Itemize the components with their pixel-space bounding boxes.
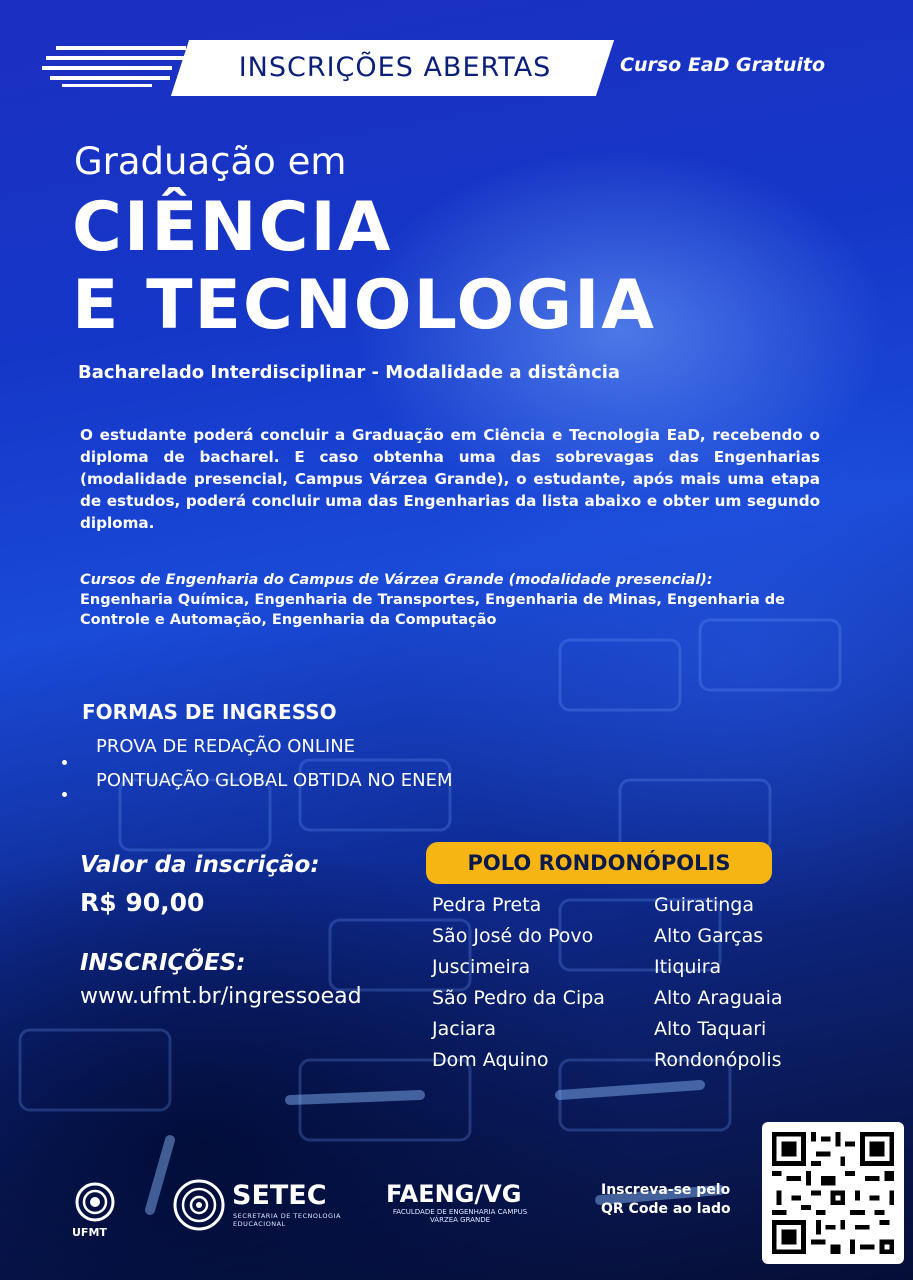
city-item: Guiratinga	[654, 894, 754, 916]
ufmt-emblem-icon	[68, 1180, 122, 1224]
city-item: Rondonópolis	[654, 1049, 782, 1071]
title-prefix: Graduação em	[74, 140, 347, 183]
city-item: Alto Taquari	[654, 1018, 767, 1040]
inscricoes-label: INSCRIÇÕES:	[80, 950, 246, 976]
qr-caption-line2: QR Code ao lado	[601, 1201, 731, 1217]
city-item: São Pedro da Cipa	[432, 987, 605, 1009]
title-main-line2: E TECNOLOGIA	[72, 266, 657, 345]
polo-badge: POLO RONDONÓPOLIS	[426, 842, 772, 884]
city-item: Alto Garças	[654, 925, 764, 947]
valor-amount: R$ 90,00	[80, 888, 205, 917]
qr-caption-line1: Inscreva-se pelo	[601, 1182, 731, 1198]
faeng-subtitle: FACULDADE DE ENGENHARIA CAMPUS VÁRZEA GRANDE	[392, 1208, 528, 1224]
inscricoes-url[interactable]: www.ufmt.br/ingressoead	[80, 984, 362, 1009]
speed-stripes-icon	[42, 44, 192, 88]
course-tag: Curso EaD Gratuito	[620, 54, 826, 76]
qr-code[interactable]	[762, 1122, 904, 1264]
bullet-icon	[62, 760, 67, 765]
setec-subtitle: SECRETARIA DE TECNOLOGIA EDUCACIONAL	[233, 1212, 341, 1228]
ingresso-heading: FORMAS DE INGRESSO	[82, 700, 337, 724]
qr-caption	[601, 1181, 731, 1219]
setec-emblem-icon	[172, 1178, 226, 1232]
city-item: Alto Araguaia	[654, 987, 783, 1009]
city-item: Dom Aquino	[432, 1049, 549, 1071]
faeng-logo-text: FAENG/VG	[386, 1180, 522, 1208]
courses-list: Engenharia Química, Engenharia de Transportes, Engenharia de Minas, Engenharia de Controle e Automação, Engenharia da Computação	[80, 592, 785, 628]
description: O estudante poderá concluir a Graduação em Ciência e Tecnologia EaD, recebendo o diploma de bacharel. E caso obtenha uma das sobrevagas das Engenharias (modalidade presencial, Campus Várzea Grande), o estudante, após mais uma etapa de estudos, poderá concluir uma das Engenharias da lista abaixo e obter um segundo diploma.	[80, 426, 820, 532]
ingresso-item: PROVA DE REDAÇÃO ONLINE	[96, 736, 356, 757]
ingresso-item: PONTUAÇÃO GLOBAL OBTIDA NO ENEM	[96, 770, 453, 791]
city-item: Itiquira	[654, 956, 722, 978]
banner-title: INSCRIÇÕES ABERTAS	[238, 52, 552, 83]
city-item: Pedra Preta	[432, 894, 542, 916]
subtitle: Bacharelado Interdisciplinar - Modalidade a distância	[78, 362, 621, 383]
qr-code-icon	[762, 1122, 904, 1264]
setec-logo-text: SETEC	[232, 1180, 327, 1211]
ufmt-label: UFMT	[72, 1226, 107, 1239]
city-item: Jaciara	[432, 1018, 497, 1040]
city-item: São José do Povo	[432, 925, 594, 947]
title-main-line1: CIÊNCIA	[72, 188, 393, 267]
courses-heading: Cursos de Engenharia do Campus de Várzea Grande (modalidade presencial):	[80, 572, 713, 588]
bullet-icon	[62, 792, 67, 797]
valor-label: Valor da inscrição:	[80, 852, 320, 878]
city-item: Juscimeira	[432, 956, 531, 978]
ufmt-logo	[68, 1180, 122, 1242]
